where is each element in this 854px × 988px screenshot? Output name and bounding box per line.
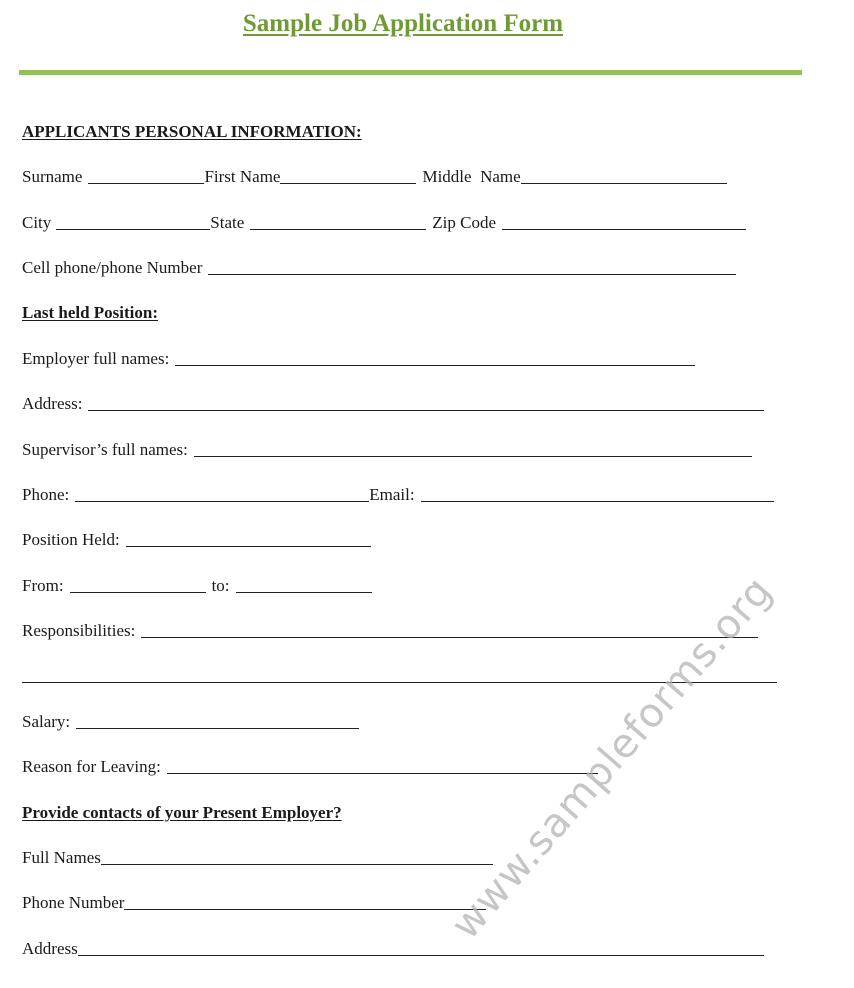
reason-for-leaving-field[interactable] xyxy=(167,773,598,774)
present-phone-label: Phone Number xyxy=(22,893,125,912)
name-row xyxy=(22,163,727,187)
employer-address-label: Address: xyxy=(22,394,83,413)
responsibilities-field[interactable] xyxy=(141,637,758,638)
reason-row xyxy=(22,753,598,777)
responsibilities-row xyxy=(22,617,758,641)
present-employer-heading: Provide contacts of your Present Employer? xyxy=(22,803,342,822)
form-title: Sample Job Application Form xyxy=(242,10,564,37)
position-held-row xyxy=(22,526,371,550)
address-row xyxy=(22,209,746,233)
salary-label: Salary: xyxy=(22,712,71,731)
personal-section-heading: APPLICANTS PERSONAL INFORMATION: xyxy=(22,122,362,141)
present-address-label: Address xyxy=(22,939,78,958)
zip-code-label: Zip Code xyxy=(432,213,497,232)
state-field[interactable] xyxy=(250,229,426,230)
cell-phone-field[interactable] xyxy=(208,274,736,275)
phone-label: Phone: xyxy=(22,485,70,504)
employer-address-row xyxy=(22,390,764,414)
present-phone-field[interactable] xyxy=(124,909,486,910)
last-position-heading: Last held Position: xyxy=(22,303,159,322)
middle-name-field[interactable] xyxy=(521,183,727,184)
position-held-field[interactable] xyxy=(126,546,371,547)
present-address-field[interactable] xyxy=(78,955,764,956)
email-field[interactable] xyxy=(421,501,774,502)
supervisor-field[interactable] xyxy=(194,456,752,457)
present-full-names-row xyxy=(22,844,493,868)
employer-label: Employer full names: xyxy=(22,349,170,368)
website-watermark: www.sampleforms.org xyxy=(442,567,782,949)
cell-phone-label: Cell phone/phone Number xyxy=(22,258,203,277)
state-label: State xyxy=(210,213,245,232)
to-field[interactable] xyxy=(236,592,372,593)
personal-section-heading-row xyxy=(22,118,362,142)
position-held-label: Position Held: xyxy=(22,530,120,549)
last-position-heading-row xyxy=(22,299,158,323)
email-label: Email: xyxy=(369,485,415,504)
supervisor-label: Supervisor’s full names: xyxy=(22,440,188,459)
title-divider xyxy=(19,70,802,75)
employer-row xyxy=(22,345,695,369)
present-employer-heading-row xyxy=(22,799,342,823)
present-full-names-field[interactable] xyxy=(101,864,493,865)
middle-name-label: Middle Name xyxy=(422,167,521,186)
first-name-field[interactable] xyxy=(280,183,416,184)
dates-row xyxy=(22,572,372,596)
responsibilities-label: Responsibilities: xyxy=(22,621,136,640)
present-phone-row xyxy=(22,889,486,913)
employer-field[interactable] xyxy=(175,365,695,366)
employer-address-field[interactable] xyxy=(88,410,764,411)
contact-row xyxy=(22,481,774,505)
surname-label: Surname xyxy=(22,167,83,186)
present-full-names-label: Full Names xyxy=(22,848,101,867)
supervisor-row xyxy=(22,436,752,460)
from-field[interactable] xyxy=(70,592,206,593)
to-label: to: xyxy=(211,576,230,595)
phone-row xyxy=(22,254,736,278)
salary-field[interactable] xyxy=(76,728,359,729)
first-name-label: First Name xyxy=(204,167,281,186)
present-address-row xyxy=(22,935,764,959)
salary-row xyxy=(22,708,359,732)
from-label: From: xyxy=(22,576,64,595)
city-label: City xyxy=(22,213,52,232)
city-field[interactable] xyxy=(56,229,210,230)
zip-code-field[interactable] xyxy=(502,229,746,230)
surname-field[interactable] xyxy=(88,183,204,184)
reason-for-leaving-label: Reason for Leaving: xyxy=(22,757,161,776)
phone-field[interactable] xyxy=(75,501,369,502)
